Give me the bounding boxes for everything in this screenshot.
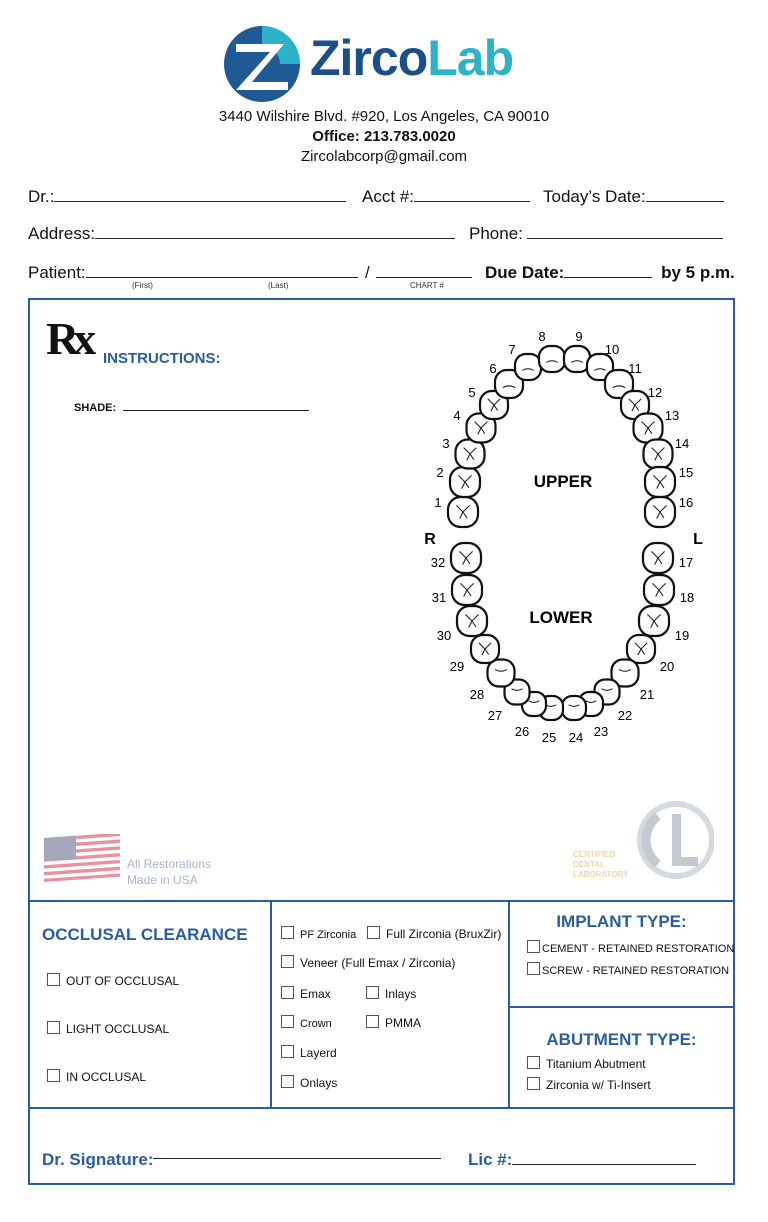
chart-number-hint: CHART # (410, 281, 444, 290)
tooth-number-13: 13 (664, 408, 680, 423)
option-label: OUT OF OCCLUSAL (66, 974, 180, 988)
option-label: Emax (300, 987, 331, 1001)
tooth-29[interactable] (471, 635, 499, 663)
option-label: CEMENT - RETAINED RESTORATION (542, 943, 735, 955)
option-label: Titanium Abutment (546, 1057, 646, 1071)
tooth-number-30: 30 (436, 628, 452, 643)
usa-made-text (127, 856, 211, 888)
occlusal-title: OCCLUSAL CLEARANCE (42, 925, 248, 944)
tooth-8[interactable] (539, 346, 565, 372)
phone-field (469, 223, 723, 244)
occlusal-option-light[interactable] (47, 1021, 169, 1036)
first-name-hint: (First) (132, 281, 153, 290)
brand-name (310, 28, 513, 88)
tooth-19[interactable] (639, 606, 669, 636)
tooth-2[interactable] (450, 467, 480, 497)
tooth-number-19: 19 (674, 628, 690, 643)
tooth-number-9: 9 (575, 329, 583, 344)
tooth-number-4: 4 (453, 408, 461, 423)
checkbox[interactable] (527, 1077, 540, 1090)
material-pf-zirconia[interactable] (281, 926, 356, 941)
checkbox[interactable] (527, 962, 540, 975)
last-name-hint: (Last) (268, 281, 289, 290)
signature-panel (28, 1107, 735, 1185)
patient-label: Patient: (28, 263, 86, 282)
material-onlays[interactable] (281, 1075, 337, 1090)
tooth-number-20: 20 (659, 659, 675, 674)
license-label: Lic #: (468, 1150, 513, 1169)
today-date-field (543, 186, 724, 207)
tooth-number-18: 18 (679, 590, 695, 605)
right-side-label: R (424, 531, 436, 548)
lab-email: Zircolabcorp@gmail.com (300, 148, 468, 165)
chart-input[interactable] (376, 262, 472, 278)
lower-arch-label: LOWER (529, 608, 593, 627)
acct-input[interactable] (414, 186, 530, 202)
checkbox[interactable] (527, 1056, 540, 1069)
abutment-type-title: ABUTMENT TYPE: (546, 1030, 697, 1049)
option-label: PF Zirconia (300, 929, 357, 941)
option-label: Layerd (300, 1046, 337, 1060)
tooth-number-24: 24 (568, 730, 584, 745)
tooth-number-5: 5 (468, 385, 476, 400)
tooth-24[interactable] (562, 696, 586, 720)
address-field (28, 223, 455, 244)
tooth-number-23: 23 (593, 724, 609, 739)
checkbox[interactable] (281, 1015, 294, 1028)
license-input[interactable] (512, 1150, 696, 1165)
due-date-suffix: by 5 p.m. (661, 263, 735, 282)
option-label: LIGHT OCCLUSAL (66, 1022, 170, 1036)
usa-made-line2: Made in USA (127, 873, 198, 887)
due-date-field (485, 262, 735, 283)
shade-input[interactable] (123, 400, 309, 411)
checkbox[interactable] (281, 955, 294, 968)
phone-input[interactable] (527, 223, 723, 239)
teeth-group (448, 346, 675, 720)
signature-field (42, 1150, 441, 1170)
checkbox[interactable] (281, 986, 294, 999)
tooth-number-32: 32 (430, 555, 446, 570)
logo-mark (222, 24, 302, 104)
tooth-7[interactable] (515, 354, 541, 380)
option-label: Veneer (Full Emax / Zirconia) (300, 956, 456, 970)
shade-field (74, 400, 309, 414)
checkbox[interactable] (47, 973, 60, 986)
tooth-number-15: 15 (678, 465, 694, 480)
patient-field (28, 262, 358, 283)
checkbox[interactable] (367, 926, 380, 939)
tooth-20[interactable] (627, 635, 655, 663)
material-inlays[interactable] (366, 986, 416, 1001)
chart-field (365, 262, 472, 283)
option-label: SCREW - RETAINED RESTORATION (542, 965, 730, 977)
tooth-number-3: 3 (442, 436, 450, 451)
tooth-number-21: 21 (639, 687, 655, 702)
certified-line2: DENTAL (573, 860, 605, 869)
tooth-1[interactable] (448, 497, 478, 527)
signature-input[interactable] (153, 1158, 441, 1159)
tooth-number-22: 22 (617, 708, 633, 723)
implant-option-screw[interactable] (527, 962, 729, 977)
tooth-30[interactable] (457, 606, 487, 636)
checkbox[interactable] (527, 940, 540, 953)
certified-dental-lab-logo (636, 800, 714, 887)
tooth-31[interactable] (452, 575, 482, 605)
tooth-chart (410, 325, 720, 755)
implant-type-title: IMPLANT TYPE: (556, 912, 687, 931)
option-label: Crown (300, 1018, 332, 1030)
shade-label: SHADE: (74, 402, 117, 414)
phone-label: Phone: (469, 224, 523, 243)
option-label: Onlays (300, 1076, 338, 1090)
tooth-number-8: 8 (538, 329, 546, 344)
acct-field (362, 186, 530, 207)
option-label: IN OCCLUSAL (66, 1070, 147, 1084)
checkbox[interactable] (47, 1021, 60, 1034)
acct-label: Acct #: (362, 187, 414, 206)
material-pmma[interactable] (366, 1015, 421, 1030)
tooth-number-26: 26 (514, 724, 530, 739)
lab-office-phone: Office: 213.783.0020 (312, 128, 456, 145)
tooth-number-28: 28 (469, 687, 485, 702)
tooth-number-29: 29 (449, 659, 465, 674)
tooth-16[interactable] (645, 497, 675, 527)
tooth-15[interactable] (645, 467, 675, 497)
checkbox[interactable] (366, 986, 379, 999)
certified-line1: CERTIFIED (573, 850, 616, 859)
abutment-option-titanium[interactable] (527, 1056, 646, 1071)
signature-label: Dr. Signature: (42, 1150, 154, 1169)
today-date-label: Today’s Date: (543, 187, 646, 206)
option-label: Full Zirconia (BruxZir) (386, 927, 502, 941)
option-label: Inlays (385, 987, 417, 1001)
tooth-17[interactable] (643, 543, 673, 573)
tooth-labels (431, 329, 694, 745)
usa-flag-icon (44, 834, 120, 889)
material-veneer[interactable] (281, 955, 455, 970)
brand-name-part1: Zirco (310, 30, 428, 86)
brand-name-part2: Lab (427, 30, 514, 86)
tooth-3[interactable] (456, 440, 485, 469)
tooth-number-31: 31 (431, 590, 447, 605)
tooth-number-25: 25 (541, 730, 557, 745)
occlusal-option-out[interactable] (47, 973, 179, 988)
material-full-zirconia[interactable] (367, 926, 501, 941)
tooth-number-14: 14 (674, 436, 690, 451)
tooth-number-11: 11 (628, 361, 642, 376)
material-layerd[interactable] (281, 1045, 337, 1060)
tooth-13[interactable] (634, 414, 663, 443)
certified-line3: LABORATORY (573, 870, 629, 879)
implant-option-cement[interactable] (527, 940, 734, 955)
checkbox[interactable] (281, 1075, 294, 1088)
today-date-input[interactable] (646, 186, 724, 202)
license-field (468, 1150, 696, 1170)
material-emax[interactable] (281, 986, 331, 1001)
abutment-option-zirconia[interactable] (527, 1077, 651, 1092)
lab-address: 3440 Wilshire Blvd. #920, Los Angeles, CA 90010 (218, 108, 550, 125)
slash-separator: / (365, 263, 370, 282)
upper-arch-label: UPPER (533, 472, 593, 491)
address-input[interactable] (95, 223, 455, 239)
tooth-number-10: 10 (604, 342, 620, 357)
checkbox[interactable] (366, 1015, 379, 1028)
checkbox[interactable] (281, 1045, 294, 1058)
due-date-input[interactable] (564, 262, 652, 278)
usa-made-line1: All Restorations (127, 857, 212, 871)
rx-symbol: Rx (46, 313, 91, 364)
tooth-number-12: 12 (647, 385, 663, 400)
tooth-number-1: 1 (434, 495, 442, 510)
address-label: Address: (28, 224, 96, 243)
tooth-number-17: 17 (678, 555, 694, 570)
tooth-number-16: 16 (678, 495, 694, 510)
instructions-label: INSTRUCTIONS: (103, 350, 221, 367)
due-date-label: Due Date: (485, 263, 565, 282)
doctor-label: Dr.: (28, 187, 55, 206)
occlusal-option-in[interactable] (47, 1069, 146, 1084)
checkbox[interactable] (281, 926, 294, 939)
option-label: PMMA (385, 1016, 421, 1030)
tooth-number-7: 7 (508, 342, 516, 357)
tooth-14[interactable] (644, 440, 673, 469)
option-label: Zirconia w/ Ti-Insert (546, 1078, 651, 1092)
tooth-number-6: 6 (489, 361, 497, 376)
material-crown[interactable] (281, 1015, 332, 1030)
checkbox[interactable] (47, 1069, 60, 1082)
left-side-label: L (693, 531, 703, 548)
certified-lab-text (573, 850, 628, 880)
tooth-28[interactable] (488, 660, 515, 687)
tooth-number-2: 2 (436, 465, 444, 480)
patient-input[interactable] (86, 262, 358, 278)
doctor-field (28, 186, 346, 207)
tooth-number-27: 27 (487, 708, 503, 723)
tooth-18[interactable] (644, 575, 674, 605)
doctor-input[interactable] (54, 186, 346, 202)
tooth-32[interactable] (451, 543, 481, 573)
